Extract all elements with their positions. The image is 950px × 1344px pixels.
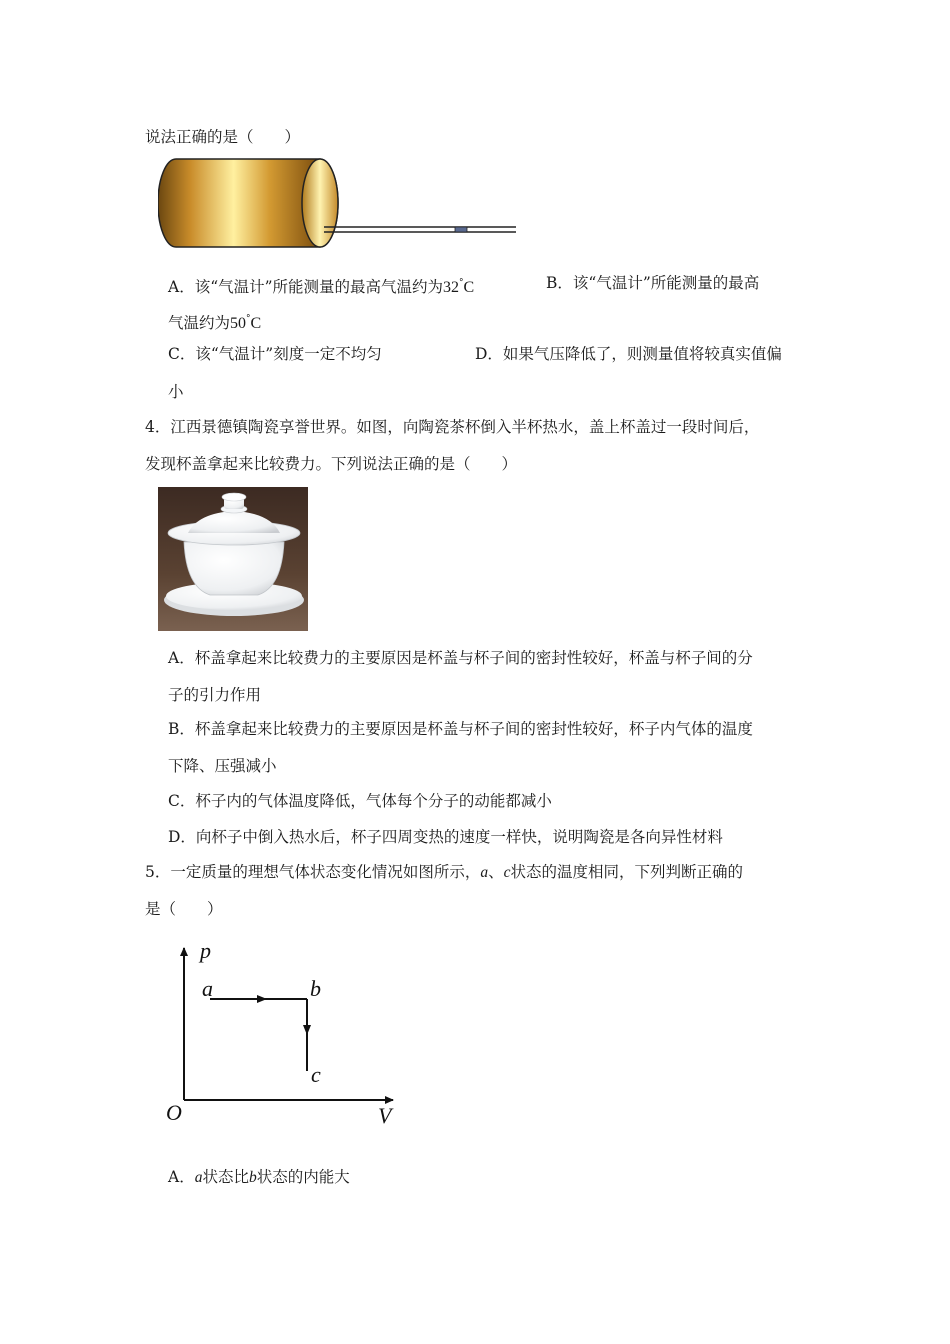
q3-option-b-text: 气温约为 — [168, 314, 231, 332]
q3-option-c: C．该“气温计”刻度一定不均匀 — [168, 345, 382, 363]
q5-option-a — [168, 1167, 350, 1188]
arrow-a-to-b-icon — [257, 995, 267, 1003]
origin-label: O — [166, 1100, 182, 1125]
arrow-b-to-c-icon — [303, 1025, 311, 1035]
q5-option-a-var1: a — [194, 1169, 203, 1186]
q3-stem-tail: 说法正确的是（ ） — [145, 128, 301, 146]
q4-stem-line2: 发现杯盖拿起来比较费力。下列说法正确的是（ ） — [145, 455, 518, 473]
point-a-label: a — [202, 976, 213, 1001]
q5-option-a-post: 状态的内能大 — [256, 1168, 350, 1186]
q4-option-b-line1: B．杯盖拿起来比较费力的主要原因是杯盖与杯子间的密封性较好，杯子内气体的温度 — [168, 720, 753, 738]
q5-stem-post: 状态的温度相同，下列判断正确的 — [510, 863, 744, 881]
degree-mark: ° — [246, 314, 251, 324]
q5-stem-a: a — [480, 864, 489, 881]
q3-option-a-unit: C — [463, 279, 475, 296]
axis-label-v: V — [378, 1103, 392, 1128]
q3-option-b-line1: B．该“气温计”所能测量的最高 — [546, 274, 760, 292]
degree-mark: ° — [459, 278, 464, 288]
p-v-graph — [160, 936, 410, 1136]
q5-stem-line2: 是（ ） — [145, 900, 223, 918]
q5-option-a-var2: b — [248, 1169, 257, 1186]
q5-stem-c: c — [503, 864, 511, 881]
q4-option-a-line2: 子的引力作用 — [168, 686, 262, 704]
q3-option-a-value: 32 — [443, 279, 460, 296]
q4-option-d: D．向杯子中倒入热水后，杯子四周变热的速度一样快，说明陶瓷是各向异性材料 — [168, 828, 723, 846]
q5-stem-line1 — [145, 862, 743, 883]
q5-option-a-mid: 状态比 — [202, 1168, 249, 1186]
q4-option-b-line2: 下降、压强减小 — [168, 757, 277, 775]
q3-option-d-line1: D．如果气压降低了，则测量值将较真实值偏 — [475, 345, 782, 363]
axis-label-p: p — [200, 938, 211, 963]
q3-option-a — [168, 273, 474, 298]
q3-option-b-line2 — [168, 309, 261, 334]
q3-option-b-unit: C — [250, 315, 262, 332]
q3-option-a-text: A．该“气温计”所能测量的最高气温约为 — [168, 278, 444, 296]
point-b-label: b — [310, 976, 321, 1001]
gas-thermometer-figure — [158, 156, 520, 250]
q5-option-a-pre: A． — [168, 1168, 195, 1186]
q4-option-c: C．杯子内的气体温度降低，气体每个分子的动能都减小 — [168, 792, 552, 810]
point-c-label: c — [311, 1062, 321, 1087]
q4-stem-line1: 4．江西景德镇陶瓷享誉世界。如图，向陶瓷茶杯倒入半杯热水，盖上杯盖过一段时间后， — [145, 418, 760, 436]
q5-stem-sep: 、 — [488, 863, 504, 881]
porcelain-tea-cup-photo — [158, 487, 308, 631]
q4-option-a-line1: A．杯盖拿起来比较费力的主要原因是杯盖与杯子间的密封性较好，杯盖与杯子间的分 — [168, 649, 753, 667]
q5-stem-pre: 5．一定质量的理想气体状态变化情况如图所示， — [145, 863, 481, 881]
q3-option-d-line2: 小 — [168, 383, 184, 401]
q3-option-b-value: 50 — [230, 315, 247, 332]
